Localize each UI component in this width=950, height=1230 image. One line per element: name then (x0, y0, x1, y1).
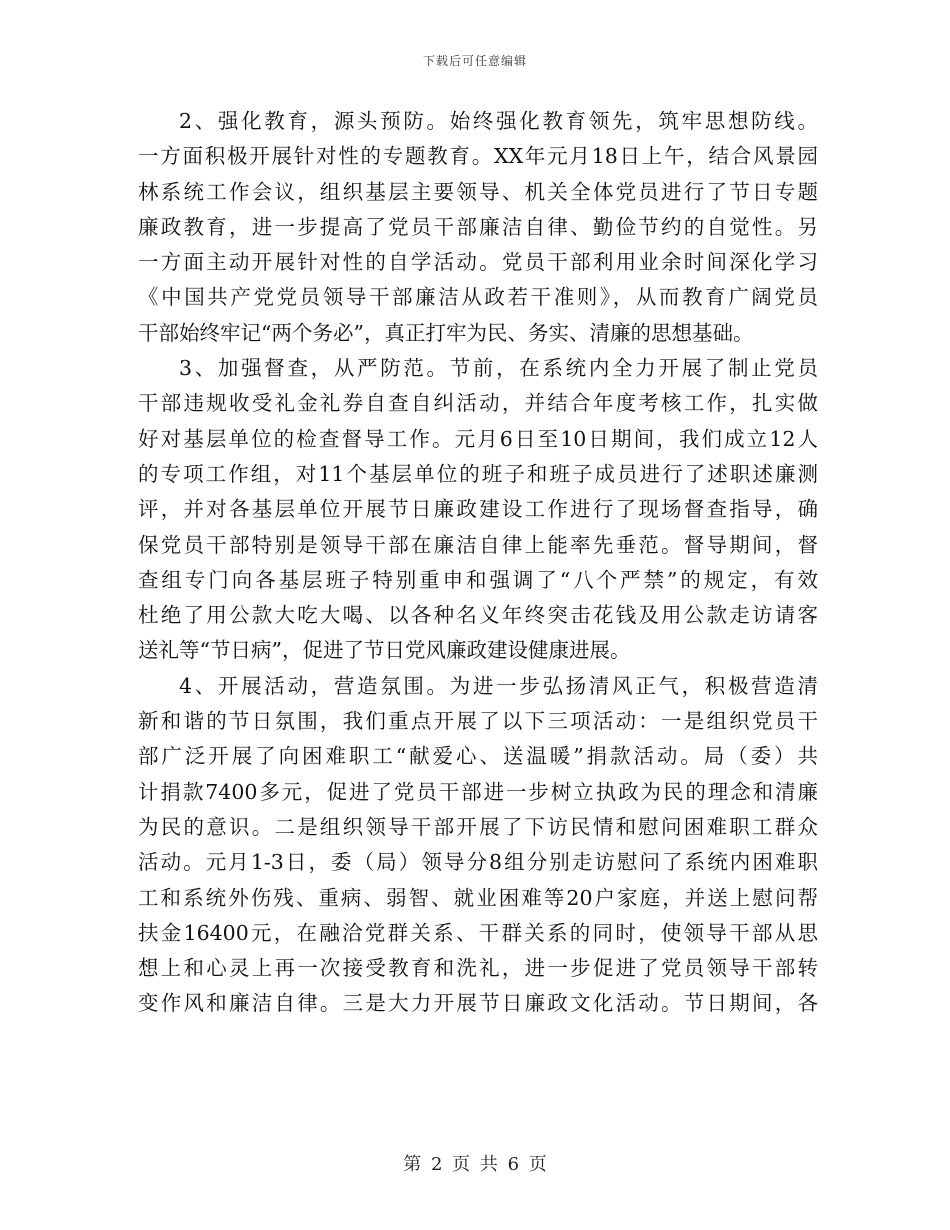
paragraph-line: 新和谐的节日氛围，我们重点开展了以下三项活动：一是组织党员干 (138, 709, 818, 734)
paragraph-line: 干部违规收受礼金礼券自查自纠活动，并结合年度考核工作，扎实做 (138, 391, 818, 416)
paragraph-line: 2、强化教育，源头预防。始终强化教育领先，筑牢思想防线。 (179, 109, 818, 133)
paragraph-line: 《中国共产党党员领导干部廉洁从政若干准则》，从而教育广阔党员 (138, 285, 818, 310)
paragraph-line: 扶金16400元，在融洽党群关系、干群关系的同时，使领导干部从思 (138, 920, 818, 945)
page-footer: 第 2 页 共 6 页 (403, 1154, 547, 1175)
paragraph-line: 计捐款7400多元，促进了党员干部进一步树立执政为民的理念和清廉 (138, 779, 818, 804)
paragraph-line: 评，并对各基层单位开展节日廉政建设工作进行了现场督查指导，确 (138, 497, 818, 522)
paragraph-line: 好对基层单位的检查督导工作。元月6日至10日期间，我们成立12人 (138, 426, 818, 451)
paragraph-line: 一方面积极开展针对性的专题教育。XX年元月18日上午，结合风景园 (138, 144, 818, 169)
paragraph-line: 林系统工作会议，组织基层主要领导、机关全体党员进行了节日专题 (138, 179, 818, 204)
paragraph-line: 保党员干部特别是领导干部在廉洁自律上能率先垂范。督导期间，督 (138, 532, 818, 557)
paragraph-line: 一方面主动开展针对性的自学活动。党员干部利用业余时间深化学习 (138, 250, 818, 275)
paragraph-line: 想上和心灵上再一次接受教育和洗礼，进一步促进了党员领导干部转 (138, 956, 818, 981)
paragraph-line: 廉政教育，进一步提高了党员干部廉洁自律、勤俭节约的自觉性。另 (138, 214, 818, 239)
paragraph-line: 送礼等“节日病”，促进了节日党风廉政建设健康进展。 (138, 638, 631, 663)
paragraph-line: 活动。元月1-3日，委（局）领导分8组分别走访慰问了系统内困难职 (138, 850, 818, 875)
paragraph-line: 变作风和廉洁自律。三是大力开展节日廉政文化活动。节日期间，各 (138, 991, 818, 1016)
paragraph-line: 4、开展活动，营造氛围。为进一步弘扬清风正气，积极营造清 (179, 673, 818, 698)
paragraph-line: 查组专门向各基层班子特别重申和强调了“八个严禁”的规定，有效 (138, 567, 818, 592)
paragraph-line: 为民的意识。二是组织领导干部开展了下访民情和慰问困难职工群众 (138, 814, 818, 839)
paragraph-line: 杜绝了用公款大吃大喝、以各种名义年终突击花钱及用公款走访请客 (138, 603, 818, 628)
paragraph-line: 的专项工作组，对11个基层单位的班子和班子成员进行了述职述廉测 (138, 461, 818, 486)
paragraph-line: 干部始终牢记“两个务必”，真正打牢为民、务实、清廉的思想基础。 (138, 320, 754, 345)
paragraph-line: 工和系统外伤残、重病、弱智、就业困难等20户家庭，并送上慰问帮 (138, 885, 818, 910)
body-text (138, 104, 818, 1022)
paragraph-line: 3、加强督查，从严防范。节前，在系统内全力开展了制止党员 (179, 356, 818, 381)
paragraph-line: 部广泛开展了向困难职工“献爱心、送温暖”捐款活动。局（委）共 (138, 744, 818, 769)
page-header: 下载后可任意编辑 (422, 54, 527, 68)
